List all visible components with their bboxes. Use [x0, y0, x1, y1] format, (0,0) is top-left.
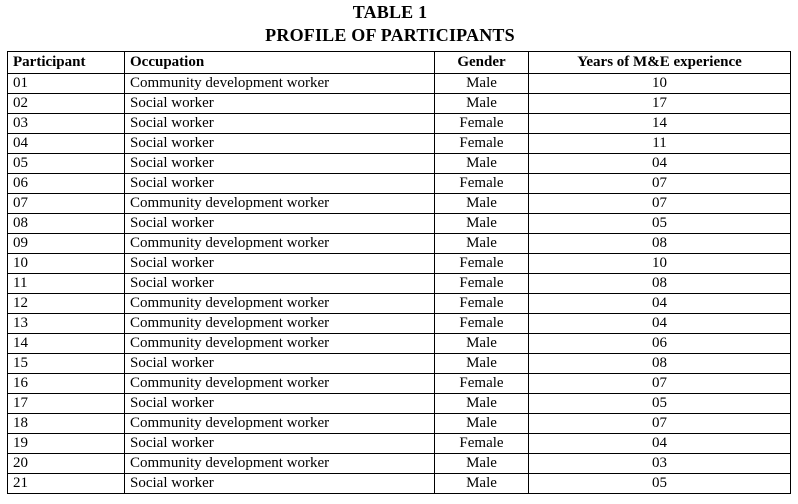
years-cell: 14: [529, 114, 791, 134]
table-caption-number: TABLE 1: [352, 2, 428, 22]
gender-cell: Male: [435, 154, 529, 174]
table-row: [8, 454, 791, 474]
occupation-cell: Community development worker: [125, 234, 435, 254]
years-cell: 04: [529, 314, 791, 334]
gender-cell: Female: [435, 294, 529, 314]
table-row: [8, 214, 791, 234]
gender-cell: Female: [435, 374, 529, 394]
header-participant: Participant: [8, 52, 125, 74]
participant-cell: 06: [8, 174, 125, 194]
gender-cell: Male: [435, 354, 529, 374]
gender-cell: Female: [435, 314, 529, 334]
table-row: [8, 334, 791, 354]
years-cell: 07: [529, 194, 791, 214]
gender-cell: Male: [435, 234, 529, 254]
occupation-cell: Social worker: [125, 214, 435, 234]
table-row: [8, 254, 791, 274]
participant-cell: 15: [8, 354, 125, 374]
occupation-cell: Community development worker: [125, 374, 435, 394]
occupation-cell: Social worker: [125, 394, 435, 414]
participant-cell: 16: [8, 374, 125, 394]
occupation-cell: Social worker: [125, 134, 435, 154]
participant-cell: 11: [8, 274, 125, 294]
participant-cell: 17: [8, 394, 125, 414]
occupation-cell: Community development worker: [125, 414, 435, 434]
participant-cell: 12: [8, 294, 125, 314]
years-cell: 07: [529, 174, 791, 194]
occupation-cell: Community development worker: [125, 294, 435, 314]
gender-cell: Male: [435, 214, 529, 234]
table-row: [8, 294, 791, 314]
participants-table: [7, 51, 791, 494]
table-row: [8, 134, 791, 154]
occupation-cell: Social worker: [125, 474, 435, 494]
participant-cell: 13: [8, 314, 125, 334]
table-body: [8, 74, 791, 494]
table-row: [8, 374, 791, 394]
years-cell: 10: [529, 74, 791, 94]
years-cell: 05: [529, 214, 791, 234]
years-cell: 03: [529, 454, 791, 474]
participant-cell: 19: [8, 434, 125, 454]
occupation-cell: Community development worker: [125, 454, 435, 474]
participant-cell: 09: [8, 234, 125, 254]
years-cell: 17: [529, 94, 791, 114]
occupation-cell: Social worker: [125, 94, 435, 114]
table-row: [8, 114, 791, 134]
occupation-cell: Social worker: [125, 174, 435, 194]
gender-cell: Female: [435, 134, 529, 154]
years-cell: 04: [529, 434, 791, 454]
participant-cell: 08: [8, 214, 125, 234]
years-cell: 05: [529, 474, 791, 494]
gender-cell: Female: [435, 174, 529, 194]
header-gender: Gender: [435, 52, 529, 74]
participant-cell: 07: [8, 194, 125, 214]
years-cell: 06: [529, 334, 791, 354]
gender-cell: Female: [435, 254, 529, 274]
occupation-cell: Social worker: [125, 434, 435, 454]
header-occupation: Occupation: [125, 52, 435, 74]
occupation-cell: Community development worker: [125, 314, 435, 334]
gender-cell: Male: [435, 454, 529, 474]
gender-cell: Female: [435, 114, 529, 134]
years-cell: 07: [529, 414, 791, 434]
table-row: [8, 154, 791, 174]
occupation-cell: Community development worker: [125, 74, 435, 94]
table-row: [8, 414, 791, 434]
years-cell: 05: [529, 394, 791, 414]
table-row: [8, 434, 791, 454]
occupation-cell: Social worker: [125, 254, 435, 274]
participant-cell: 03: [8, 114, 125, 134]
gender-cell: Male: [435, 94, 529, 114]
occupation-cell: Social worker: [125, 114, 435, 134]
gender-cell: Female: [435, 274, 529, 294]
occupation-cell: Social worker: [125, 274, 435, 294]
gender-cell: Male: [435, 334, 529, 354]
table-row: [8, 194, 791, 214]
table-row: [8, 234, 791, 254]
occupation-cell: Social worker: [125, 154, 435, 174]
participant-cell: 20: [8, 454, 125, 474]
years-cell: 07: [529, 374, 791, 394]
table-caption-title: PROFILE OF PARTICIPANTS: [265, 25, 515, 45]
participant-cell: 05: [8, 154, 125, 174]
table-row: [8, 174, 791, 194]
participant-cell: 04: [8, 134, 125, 154]
occupation-cell: Social worker: [125, 354, 435, 374]
gender-cell: Female: [435, 434, 529, 454]
table-header-row: [8, 52, 791, 74]
table-row: [8, 94, 791, 114]
participant-cell: 10: [8, 254, 125, 274]
years-cell: 10: [529, 254, 791, 274]
occupation-cell: Community development worker: [125, 334, 435, 354]
participant-cell: 21: [8, 474, 125, 494]
participant-cell: 02: [8, 94, 125, 114]
gender-cell: Male: [435, 194, 529, 214]
years-cell: 11: [529, 134, 791, 154]
participant-cell: 14: [8, 334, 125, 354]
table-row: [8, 474, 791, 494]
gender-cell: Male: [435, 474, 529, 494]
years-cell: 04: [529, 154, 791, 174]
years-cell: 08: [529, 274, 791, 294]
participant-cell: 18: [8, 414, 125, 434]
years-cell: 08: [529, 234, 791, 254]
gender-cell: Male: [435, 74, 529, 94]
table-row: [8, 354, 791, 374]
years-cell: 04: [529, 294, 791, 314]
table-row: [8, 394, 791, 414]
table-row: [8, 314, 791, 334]
occupation-cell: Community development worker: [125, 194, 435, 214]
gender-cell: Male: [435, 394, 529, 414]
years-cell: 08: [529, 354, 791, 374]
table-row: [8, 274, 791, 294]
header-years-experience: Years of M&E experience: [529, 52, 791, 74]
table-row: [8, 74, 791, 94]
gender-cell: Male: [435, 414, 529, 434]
participant-cell: 01: [8, 74, 125, 94]
